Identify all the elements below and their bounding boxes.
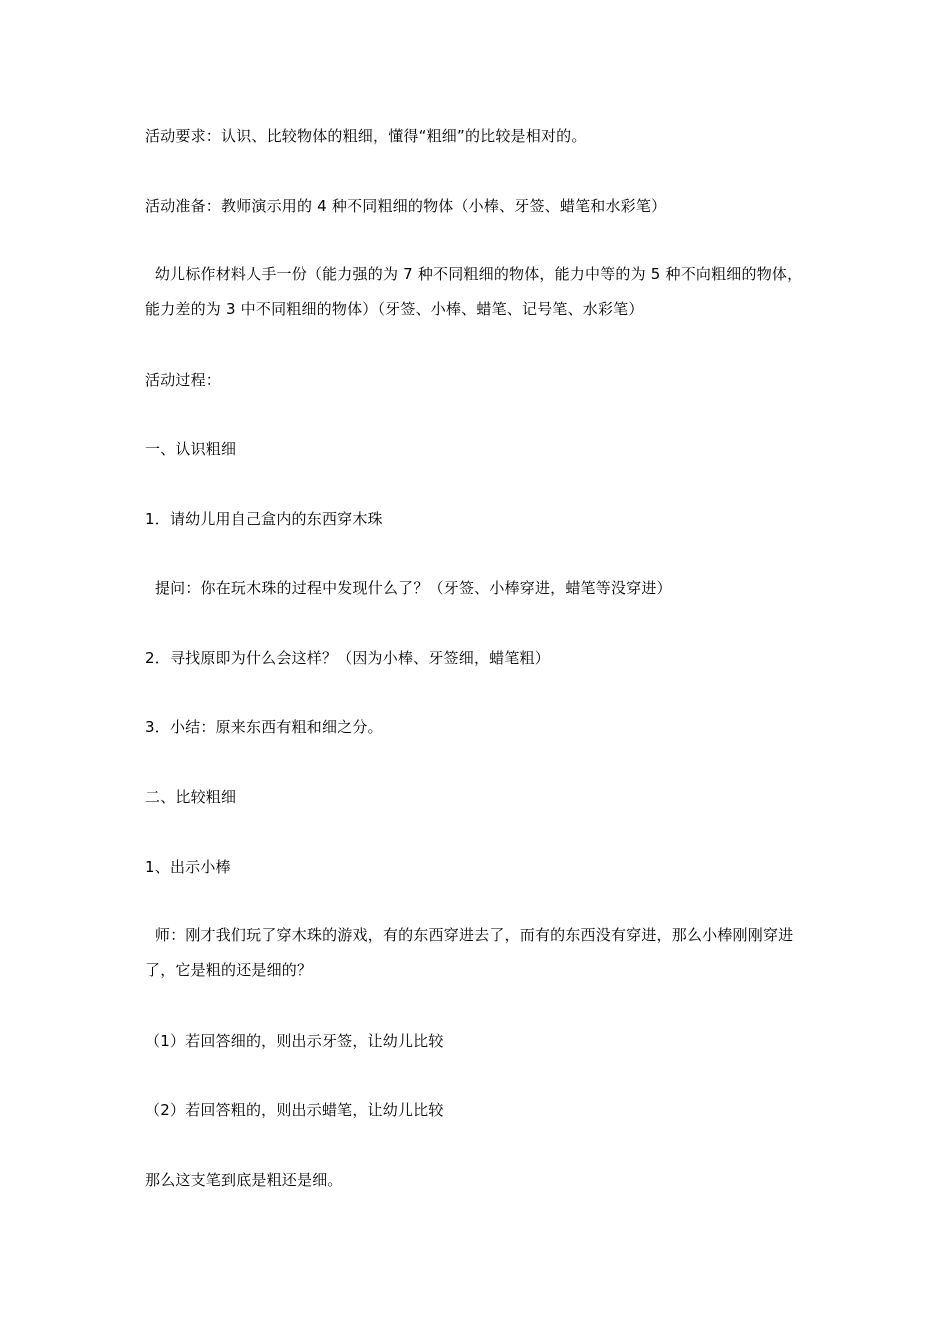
paragraph-show-stick: 1、出示小棒 — [145, 858, 231, 876]
paragraph-step-1: 1．请幼儿用自己盒内的东西穿木珠 — [145, 510, 383, 528]
paragraph-step-2: 2．寻找原即为什么会这样？（因为小棒、牙签细，蜡笔粗） — [145, 649, 550, 667]
paragraph-answer-thin: （1）若回答细的，则出示牙签，让幼儿比较 — [145, 1032, 444, 1050]
paragraph-activity-requirement: 活动要求：认识、比较物体的粗细，懂得“粗细”的比较是相对的。 — [145, 127, 587, 145]
paragraph-question: 提问：你在玩木珠的过程中发现什么了？（牙签、小棒穿进，蜡笔等没穿进） — [145, 579, 672, 597]
paragraph-teacher-question: 师：刚才我们玩了穿木珠的游戏，有的东西穿进去了，而有的东西没有穿进，那么小棒刚刚穿进了，它是粗的还是细的？ — [145, 926, 794, 979]
paragraph-child-materials: 幼儿标作材料人手一份（能力强的为 7 种不同粗细的物体，能力中等的为 5 种不向粗细的物体，能力差的为 3 中不同粗细的物体）（牙签、小棒、蜡笔、记号笔、水彩笔） — [145, 265, 803, 318]
heading-section-one: 一、认识粗细 — [145, 440, 237, 458]
paragraph-activity-process: 活动过程： — [145, 371, 222, 389]
paragraph-answer-thick: （2）若回答粗的，则出示蜡笔，让幼儿比较 — [145, 1101, 444, 1119]
paragraph-step-3: 3．小结：原来东西有粗和细之分。 — [145, 718, 383, 736]
heading-section-two: 二、比较粗细 — [145, 788, 237, 806]
paragraph-conclusion-question: 那么这支笔到底是粗还是细。 — [145, 1171, 343, 1189]
paragraph-activity-preparation: 活动准备：教师演示用的 4 种不同粗细的物体（小棒、牙签、蜡笔和水彩笔） — [145, 197, 667, 215]
